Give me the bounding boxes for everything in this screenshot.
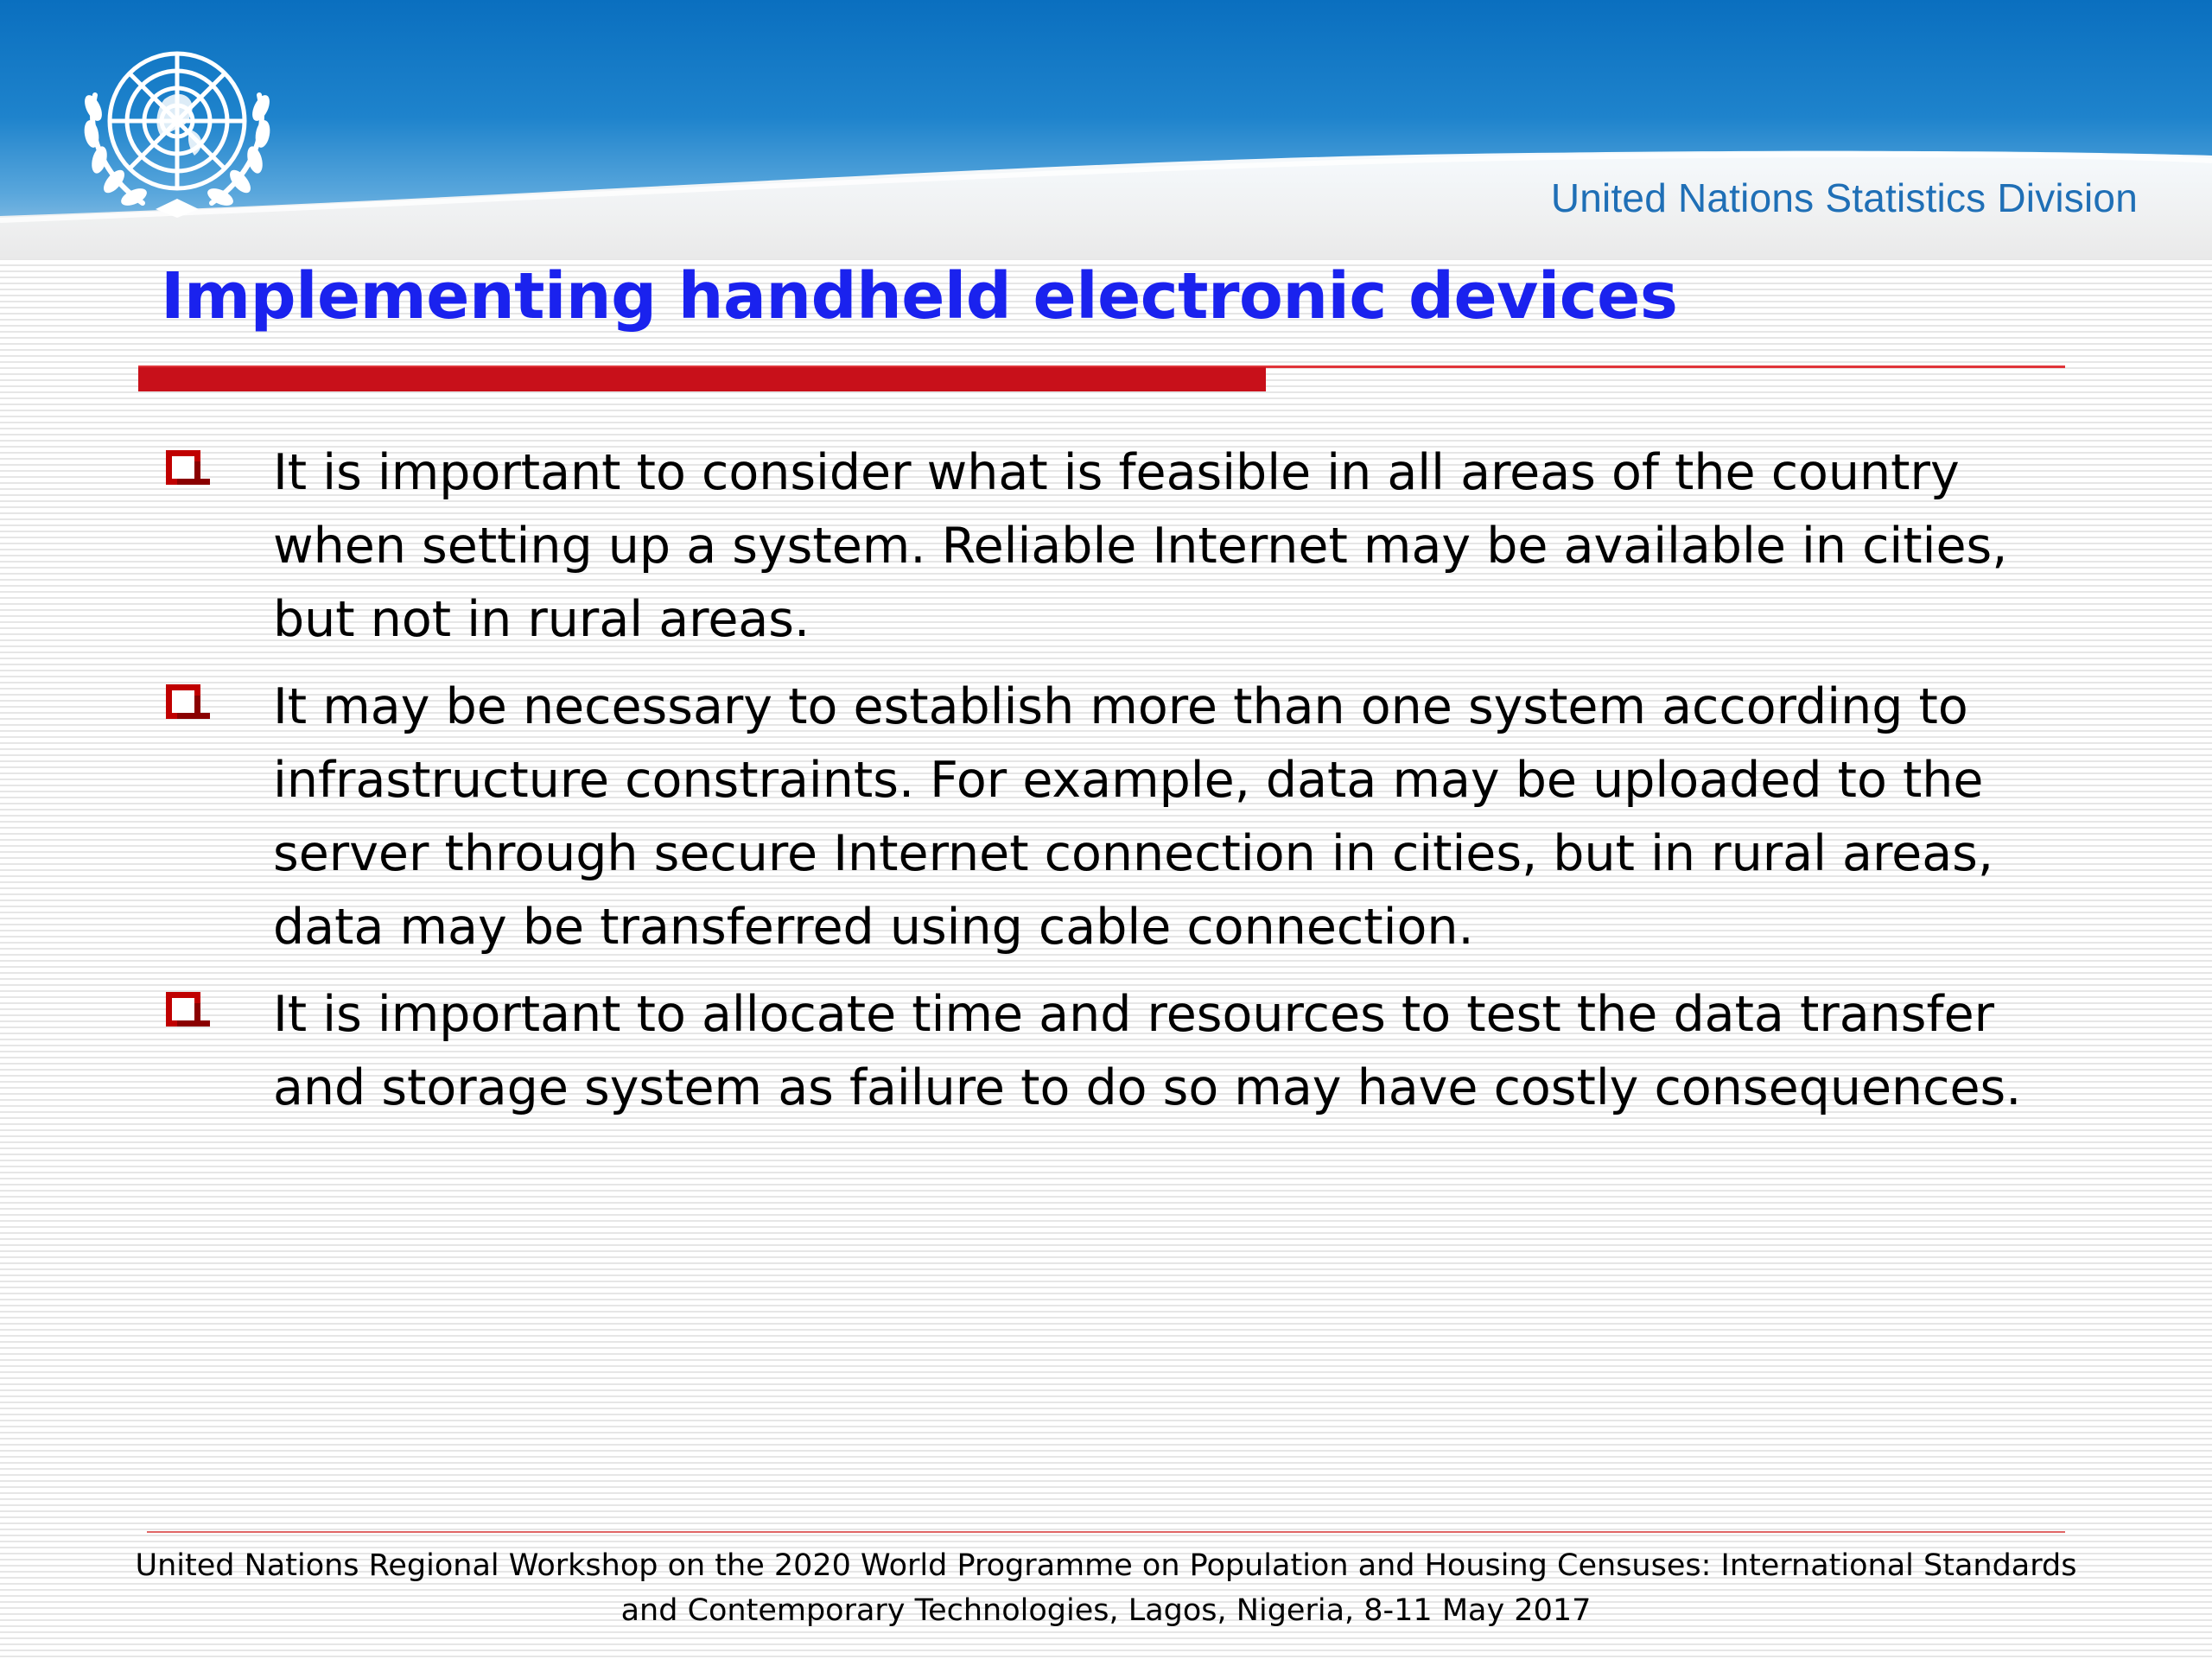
checkbox-square-icon xyxy=(166,450,200,485)
footer-line-2: and Contemporary Technologies, Lagos, Nigeria, 8-11 May 2017 xyxy=(620,1593,1592,1628)
division-name: United Nations Statistics Division xyxy=(1550,175,2138,220)
bullet-list xyxy=(161,436,2062,1139)
bullet-item xyxy=(161,978,2062,1125)
bullet-item xyxy=(161,671,2062,964)
bullet-item xyxy=(161,436,2062,657)
bullet-text: It is important to allocate time and resources to test the data transfer and storage system as failure to do so may have costly consequences. xyxy=(273,986,2022,1116)
footer-line-1: United Nations Regional Workshop on the 2020 World Programme on Population and Housing Censuses: International Standards xyxy=(135,1548,2077,1583)
footer-divider xyxy=(147,1531,2065,1533)
bullet-text: It is important to consider what is feasible in all areas of the country when setting up a system. Reliable Internet may be available in cities, but not in rural areas. xyxy=(273,444,2008,648)
checkbox-square-icon xyxy=(166,684,200,719)
title-underline-thick xyxy=(138,367,1266,391)
un-emblem-logo xyxy=(60,26,294,233)
checkbox-square-icon xyxy=(166,992,200,1027)
slide-title: Implementing handheld electronic devices xyxy=(161,259,1678,334)
bullet-text: It may be necessary to establish more than one system according to infrastructure constraints. For example, data may be uploaded to the server through secure Internet connection in cities, but in rural areas, data may be transferred using cable connection. xyxy=(273,678,1993,956)
footer xyxy=(112,1543,2100,1633)
